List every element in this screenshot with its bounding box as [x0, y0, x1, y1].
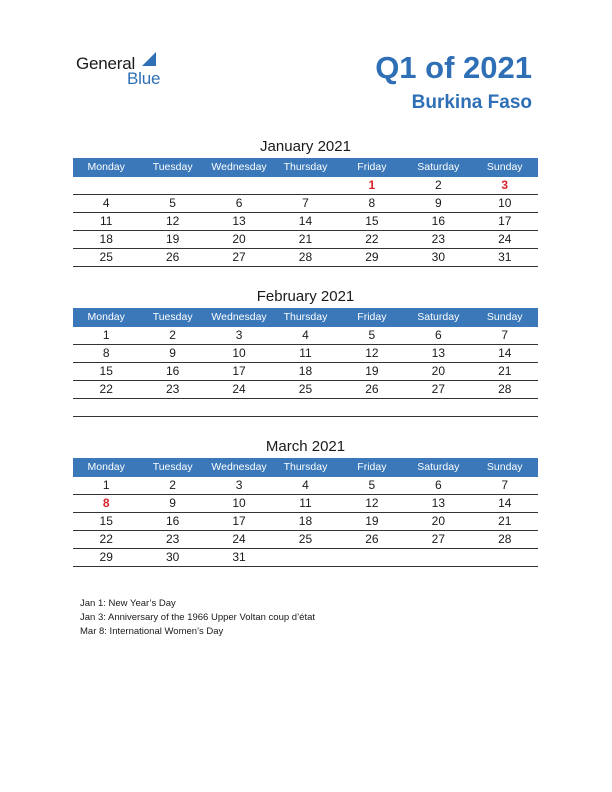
holiday-note: Jan 1: New Year’s Day [80, 598, 176, 609]
day-cell: 8 [368, 196, 376, 210]
day-cell: 9 [169, 346, 176, 360]
day-cell [472, 399, 538, 416]
day-cell: 13 [431, 346, 445, 360]
day-cell: 27 [431, 382, 445, 396]
day-cell: 26 [165, 250, 180, 264]
day-cell [272, 177, 338, 194]
week-row [73, 177, 538, 195]
weekday-header: Saturday [417, 461, 460, 473]
day-cell: 6 [235, 196, 243, 210]
weekday-header: Friday [357, 161, 387, 173]
day-cell: 2 [169, 328, 176, 342]
day-cell: 19 [365, 364, 379, 378]
weekday-header: Monday [87, 161, 125, 173]
day-cell: 20 [232, 232, 246, 246]
day-cell: 1 [102, 478, 110, 492]
weekday-header: Friday [357, 461, 387, 473]
day-cell: 11 [99, 214, 113, 228]
day-cell: 8 [102, 346, 110, 360]
day-cell: 30 [165, 550, 180, 564]
week-row [73, 531, 538, 549]
week-row [73, 195, 538, 213]
day-cell: 29 [99, 550, 113, 564]
day-cell: 18 [298, 514, 313, 528]
day-cell: 21 [298, 232, 313, 246]
holiday-notes [80, 597, 315, 639]
holiday-note: Jan 3: Anniversary of the 1966 Upper Voltan coup d’état [80, 612, 316, 623]
day-cell [139, 177, 205, 194]
day-cell: 6 [434, 478, 442, 492]
day-cell: 20 [431, 514, 445, 528]
day-cell [73, 177, 139, 194]
week-row [73, 327, 538, 345]
weekday-header: Tuesday [152, 161, 193, 173]
day-cell: 31 [498, 250, 512, 264]
weekday-header: Monday [87, 461, 125, 473]
logo-triangle-icon [142, 52, 156, 66]
weekday-header-row [73, 458, 538, 477]
day-cell: 17 [232, 364, 246, 378]
day-cell: 31 [232, 550, 246, 564]
weekday-header: Sunday [486, 311, 523, 323]
week-row [73, 477, 538, 495]
day-cell: 12 [365, 496, 379, 510]
day-cell: 6 [434, 328, 442, 342]
day-cell: 14 [298, 214, 313, 228]
day-cell: 19 [165, 232, 180, 246]
week-row [73, 381, 538, 399]
week-row [73, 495, 538, 513]
calendar-february [73, 286, 538, 417]
day-cell: 18 [99, 232, 113, 246]
holiday-day-cell: 8 [102, 496, 110, 510]
day-cell [206, 177, 272, 194]
day-cell [472, 549, 538, 566]
weekday-header: Sunday [486, 461, 523, 473]
day-cell: 29 [365, 250, 379, 264]
day-cell: 25 [298, 532, 313, 546]
day-cell [339, 399, 405, 416]
brand-logo [76, 52, 176, 88]
weekday-header: Tuesday [152, 461, 193, 473]
weekday-header: Monday [87, 311, 125, 323]
day-cell [139, 399, 205, 416]
day-cell: 11 [299, 346, 312, 360]
calendar-march [73, 436, 538, 567]
day-cell: 28 [298, 250, 313, 264]
day-cell: 22 [99, 532, 113, 546]
weekday-header: Tuesday [152, 311, 193, 323]
day-cell: 10 [498, 196, 512, 210]
day-cell: 7 [501, 478, 509, 492]
day-cell: 22 [99, 382, 113, 396]
day-cell: 25 [298, 382, 313, 396]
day-cell: 5 [368, 478, 376, 492]
day-cell: 15 [365, 214, 379, 228]
day-cell: 12 [165, 214, 180, 228]
day-cell: 24 [232, 532, 246, 546]
month-title: March 2021 [265, 438, 346, 455]
day-cell: 16 [165, 364, 180, 378]
week-row [73, 231, 538, 249]
weekday-header: Sunday [486, 161, 523, 173]
day-cell: 14 [498, 496, 512, 510]
logo-blue-text: Blue [127, 69, 161, 88]
weekday-header-row [73, 308, 538, 327]
day-cell: 19 [365, 514, 379, 528]
day-cell [272, 549, 338, 566]
day-cell: 3 [235, 478, 243, 492]
week-row [73, 549, 538, 567]
day-cell [405, 549, 471, 566]
day-cell: 13 [431, 496, 445, 510]
day-cell [272, 399, 338, 416]
day-cell: 9 [434, 196, 442, 210]
day-cell: 7 [302, 196, 309, 210]
day-cell: 23 [165, 532, 180, 546]
day-cell: 28 [498, 532, 512, 546]
day-cell: 10 [232, 496, 246, 510]
day-cell: 15 [99, 364, 113, 378]
day-cell: 5 [368, 328, 376, 342]
day-cell: 14 [498, 346, 512, 360]
day-cell: 21 [498, 514, 512, 528]
day-cell: 1 [102, 328, 110, 342]
page-subtitle: Burkina Faso [411, 92, 532, 113]
day-cell: 13 [232, 214, 246, 228]
day-cell: 10 [232, 346, 246, 360]
logo-general-text: General [76, 54, 136, 73]
weekday-header: Wednesday [211, 461, 267, 473]
week-row [73, 399, 538, 417]
day-cell: 2 [169, 478, 176, 492]
day-cell: 23 [431, 232, 445, 246]
weekday-header: Thursday [283, 461, 328, 473]
day-cell: 12 [365, 346, 379, 360]
weekday-header: Saturday [417, 161, 460, 173]
day-cell: 9 [169, 496, 176, 510]
day-cell: 24 [498, 232, 512, 246]
weekday-header: Thursday [283, 311, 328, 323]
day-cell: 21 [498, 364, 512, 378]
day-cell [73, 399, 139, 416]
day-cell: 30 [431, 250, 445, 264]
day-cell: 15 [99, 514, 113, 528]
weekday-header: Friday [357, 311, 387, 323]
day-cell: 4 [102, 196, 110, 210]
holiday-day-cell: 1 [368, 178, 376, 192]
month-title: February 2021 [256, 288, 355, 305]
day-cell [339, 549, 405, 566]
weekday-header: Wednesday [211, 311, 267, 323]
week-row [73, 345, 538, 363]
day-cell: 17 [498, 214, 512, 228]
weekday-header-row [73, 158, 538, 177]
day-cell: 16 [431, 214, 445, 228]
day-cell: 26 [365, 382, 379, 396]
day-cell: 5 [169, 196, 176, 210]
day-cell: 20 [431, 364, 445, 378]
weekday-header: Saturday [417, 311, 460, 323]
calendar-january [73, 136, 538, 267]
weekday-header: Thursday [283, 161, 328, 173]
holiday-note: Mar 8: International Women’s Day [80, 626, 224, 637]
page-title: Q1 of 2021 [375, 50, 532, 85]
day-cell: 7 [501, 328, 509, 342]
month-title: January 2021 [260, 138, 351, 155]
day-cell: 2 [434, 178, 442, 192]
weekday-header: Wednesday [211, 161, 267, 173]
day-cell: 23 [165, 382, 180, 396]
week-row [73, 363, 538, 381]
day-cell: 27 [232, 250, 246, 264]
day-cell: 3 [235, 328, 243, 342]
day-cell: 27 [431, 532, 445, 546]
day-cell: 4 [302, 328, 309, 342]
day-cell [405, 399, 471, 416]
day-cell: 4 [302, 478, 309, 492]
week-row [73, 213, 538, 231]
day-cell: 24 [232, 382, 246, 396]
day-cell: 18 [298, 364, 313, 378]
day-cell [206, 399, 272, 416]
day-cell: 25 [99, 250, 113, 264]
day-cell: 28 [498, 382, 512, 396]
day-cell: 17 [232, 514, 246, 528]
week-row [73, 513, 538, 531]
day-cell: 11 [299, 496, 312, 510]
week-row [73, 249, 538, 267]
day-cell: 22 [365, 232, 379, 246]
holiday-day-cell: 3 [501, 178, 509, 192]
day-cell: 16 [165, 514, 180, 528]
day-cell: 26 [365, 532, 379, 546]
